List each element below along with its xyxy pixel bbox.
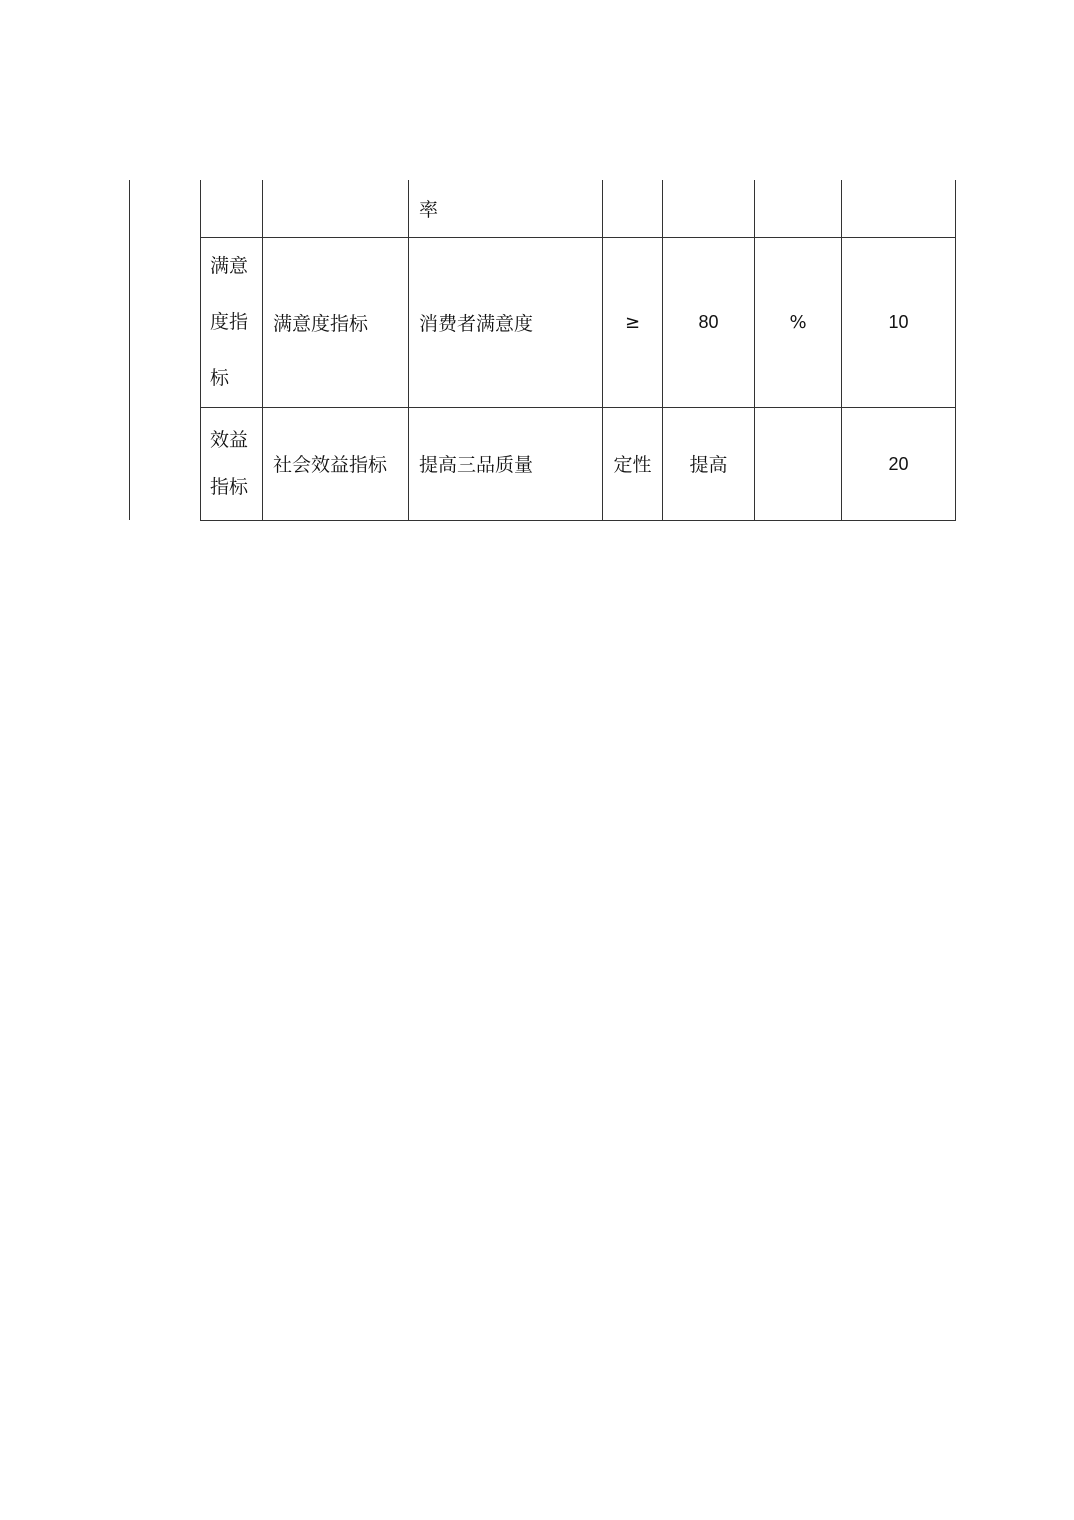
level2-indicator-label: 满意度指标 — [273, 312, 369, 335]
outer-category-cell — [130, 180, 201, 520]
indicator-table — [129, 180, 956, 521]
unit-cell — [755, 180, 842, 237]
level1-indicator-cell — [201, 180, 263, 237]
level3-indicator-cell — [409, 407, 603, 520]
level3-indicator-cell — [409, 237, 603, 407]
operator-cell — [603, 407, 663, 520]
unit-value: % — [789, 312, 807, 333]
score-value: 20 — [888, 453, 909, 474]
level1-indicator-label: 满意度指标 — [210, 255, 249, 389]
target-value: 提高 — [689, 454, 728, 476]
level3-indicator-cell: 率 — [409, 180, 603, 237]
table-row — [130, 237, 956, 407]
score-cell — [842, 237, 956, 407]
table-row — [130, 180, 956, 237]
level3-indicator-label: 消费者满意度 — [419, 312, 534, 335]
target-value: 80 — [698, 312, 719, 332]
target-value-cell — [663, 237, 755, 407]
level1-indicator-cell — [201, 407, 263, 520]
target-value-cell — [663, 180, 755, 237]
level1-indicator-label: 效益指标 — [210, 428, 249, 498]
level2-indicator-label: 社会效益指标 — [273, 454, 388, 476]
operator-value: 定性 — [613, 454, 652, 476]
unit-cell — [755, 237, 842, 407]
level2-indicator-cell — [263, 237, 409, 407]
score-cell — [842, 407, 956, 520]
level2-indicator-cell — [263, 407, 409, 520]
level1-indicator-cell — [201, 237, 263, 407]
level2-indicator-cell — [263, 180, 409, 237]
operator-cell — [603, 237, 663, 407]
indicator-table-container — [129, 180, 955, 521]
target-value-cell — [663, 407, 755, 520]
operator-cell — [603, 180, 663, 237]
level3-indicator-label: 提高三品质量 — [419, 454, 534, 476]
score-value: 10 — [888, 312, 909, 332]
unit-cell — [755, 407, 842, 520]
table-row — [130, 407, 956, 520]
score-cell — [842, 180, 956, 237]
operator-value: ≥ — [624, 312, 641, 333]
